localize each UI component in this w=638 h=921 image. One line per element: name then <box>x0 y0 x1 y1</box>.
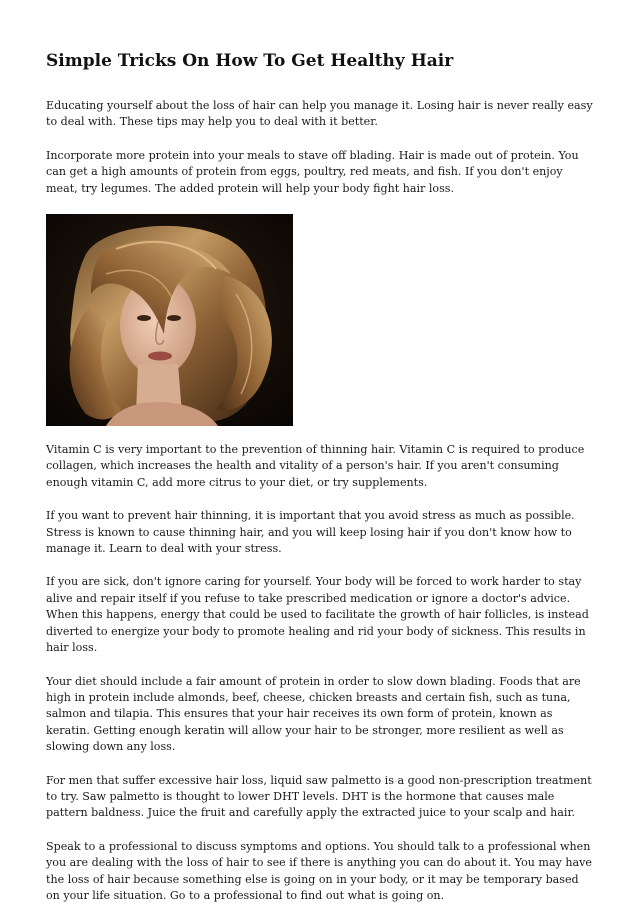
paragraph-diet: Your diet should include a fair amount of protein in order to slow down blading. Foods that are high in protein include almonds, beef, cheese, chicken breasts and certain fish, such as tuna, salmon and tilapia. This ensures that your hair receives its own form of protein, known as keratin. Getting enough keratin will allow your hair to be stronger, more resilient as well as slowing down any loss. <box>46 674 581 754</box>
page-title: Simple Tricks On How To Get Healthy Hair <box>46 51 454 71</box>
paragraph-sickness: If you are sick, don't ignore caring for yourself. Your body will be forced to work harder to stay alive and repair itself if you refuse to take prescribed medication or ignore a doctor's advice. When this happens, energy that could be used to facilitate the growth of hair follicles, is instead diverted to energize your body to promote healing and rid your body of sickness. This results in hair loss. <box>46 575 589 655</box>
paragraph-stress: If you want to prevent hair thinning, it is important that you avoid stress as much as possible. Stress is known to cause thinning hair, and you will keep losing hair if you don't know how to manage it. Learn to deal with your stress. <box>46 509 575 556</box>
paragraph-protein: Incorporate more protein into your meals to stave off blading. Hair is made out of protein. You can get a high amounts of protein from eggs, poultry, red meats, and fish. If you don't enjoy meat, try legumes. The added protein will help your body fight hair loss. <box>46 148 579 195</box>
paragraph-vitamin-c: Vitamin C is very important to the prevention of thinning hair. Vitamin C is required to produce collagen, which increases the health and vitality of a person's hair. If you aren't consuming enough vitamin C, add more citrus to your diet, or try supplements. <box>46 443 585 489</box>
paragraph-professional: Speak to a professional to discuss symptoms and options. You should talk to a professional when you are dealing with the loss of hair to see if there is anything you can do about it. You may have the loss of hair because something else is going on in your body, or it may be temporary based on your life situation. Go to a professional to find out what is going on. <box>46 839 592 902</box>
paragraph-intro: Educating yourself about the loss of hair can help you manage it. Losing hair is never really easy to deal with. These tips may help you to deal with it better. <box>46 99 593 129</box>
document-body <box>46 50 594 921</box>
paragraph-saw-palmetto: For men that suffer excessive hair loss, liquid saw palmetto is a good non-prescription treatment to try. Saw palmetto is thought to lower DHT levels. DHT is the hormone that causes male pattern baldness. Juice the fruit and carefully apply the extracted juice to your scalp and hair. <box>46 773 592 820</box>
hair-model-photo <box>46 214 293 426</box>
hair-model-illustration <box>46 214 293 426</box>
